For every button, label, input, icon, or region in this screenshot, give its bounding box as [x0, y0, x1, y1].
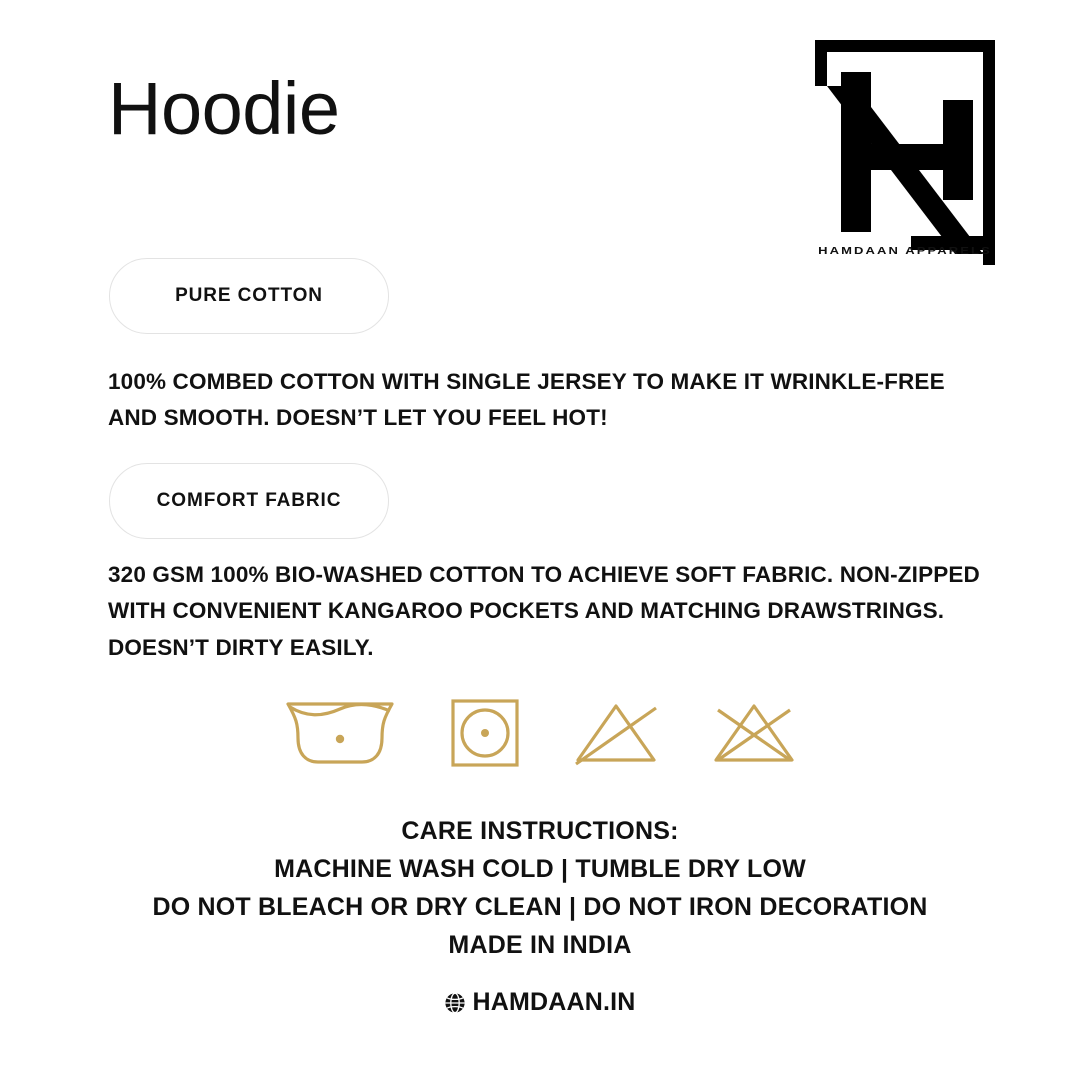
care-heading: CARE INSTRUCTIONS: [401, 817, 679, 845]
badge-pure-cotton [109, 258, 389, 334]
page-title: Hoodie [108, 67, 340, 150]
care-line-1: MACHINE WASH COLD | TUMBLE DRY LOW [274, 855, 806, 883]
care-line-2: DO NOT BLEACH OR DRY CLEAN | DO NOT IRON DECORATION [152, 893, 928, 921]
comfort-fabric-description: 320 GSM 100% BIO-WASHED COTTON TO ACHIEVE SOFT FABRIC. NON-ZIPPED WITH CONVENIENT KANGAROO POCKETS AND MATCHING DRAWSTRINGS. DOESN’T DIRTY EASILY. [108, 562, 980, 660]
website-row[interactable] [0, 988, 1080, 1017]
badge-label: PURE COTTON [175, 285, 323, 306]
care-symbol-row [0, 698, 1080, 768]
badge-label: COMFORT FABRIC [156, 490, 342, 511]
globe-icon [444, 992, 466, 1014]
care-instructions [0, 812, 1080, 964]
pure-cotton-description: 100% COMBED COTTON WITH SINGLE JERSEY TO MAKE IT WRINKLE-FREE AND SMOOTH. DOESN’T LET YOU FEEL HOT! [108, 369, 945, 431]
website-label[interactable]: HAMDAAN.IN [472, 988, 636, 1016]
hamdaan-monogram-logo [815, 40, 995, 265]
machine-wash-icon [284, 698, 396, 768]
brand-wordmark: HAMDAAN APPARELS [818, 244, 992, 257]
badge-comfort-fabric [109, 463, 389, 539]
tumble-dry-low-icon [450, 698, 520, 768]
care-line-3: MADE IN INDIA [448, 931, 632, 959]
do-not-dry-clean-icon [712, 698, 796, 768]
do-not-bleach-icon [574, 698, 658, 768]
